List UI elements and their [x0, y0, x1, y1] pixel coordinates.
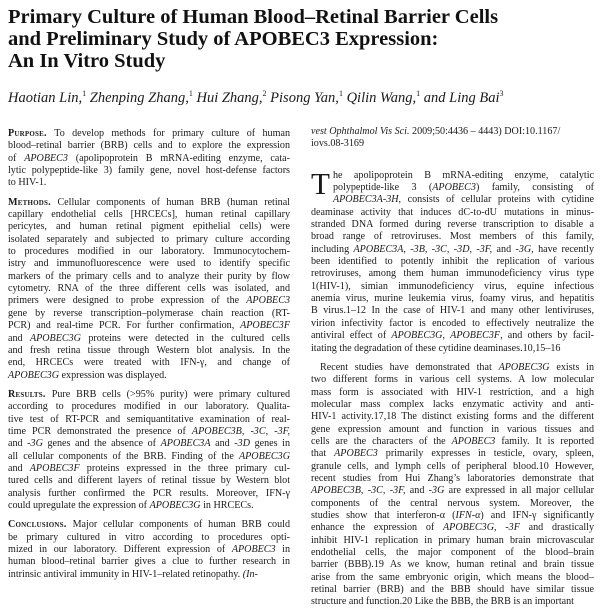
text-line: Results. Pure BRB cells (>95% purity) were primary cultured [8, 388, 290, 400]
text-line: 1(HIV-1), simian immunodeficiency virus, equine infectious [311, 280, 594, 292]
title-line: An In Vitro Study [8, 50, 166, 72]
text-line: blood–retinal barrier (BRB) cells and to explore the expression [8, 140, 290, 152]
author-list [8, 89, 598, 107]
abstract-purpose [8, 128, 290, 190]
text-line: Conclusions. Major cellular components of human BRB could [8, 519, 290, 531]
text-line: itating the degradation of these cytidine deaminases.10,15–16 [311, 342, 561, 354]
citation-line: vest Ophthalmol Vis Sci. 2009;50:4436 – 4443) DOI:10.1167/ [311, 126, 561, 137]
text-line: barrier (BBB).19 As we know, human retinal and brain tissue [311, 559, 594, 571]
text-line: APOBEC3A-3H, consists of cellular proteins with cytidine [332, 194, 594, 206]
citation-line: iovs.08-3169 [311, 138, 364, 150]
text-line: studies show that interferon-α (IFN-α) and IFN-γ significantly [311, 509, 594, 521]
section-heading: Methods. [8, 196, 58, 208]
text-line: istry and immunofluorescence were used to identify specific [8, 258, 290, 270]
text-line: Methods. Cellular components of human BRB (human retinal [8, 196, 290, 208]
text-line: deaminase activity that induces dC-to-dU mutations in minus- [311, 206, 594, 218]
section-heading: Results. [8, 388, 52, 400]
text-line: antiviral effect of APOBEC3G, APOBEC3F, and others by facil- [311, 330, 594, 342]
text-line: inhibit HIV-1 replication in primary human brain microvascular [311, 534, 594, 546]
text-line: and APOBEC3G proteins were detected in the cultured cells [8, 332, 290, 344]
affiliation-mark: 1 [416, 89, 421, 98]
text-line: arise from the same embryonic origin, which means the blood– [311, 571, 594, 583]
abstract-conclusions [8, 519, 290, 581]
text-line: B virus.1–12 In the case of HIV-1 and many other lentiviruses, [311, 305, 594, 317]
text-line: markers of the primary cells and to analyze their purity by flow [8, 270, 290, 282]
section-heading: Purpose. [8, 128, 55, 139]
author-name: Haotian Lin, [8, 90, 83, 106]
text-line: broad range of retroviruses. Most members of this family, [311, 231, 594, 243]
text-line: mass form is associated with HIV-1 restriction, and a high [311, 386, 594, 398]
text-line: tured cells and different layers of retinal tissue by Western blot [8, 475, 290, 487]
text-line: could upregulate the expression of APOBEC3G in HRCECs. [8, 499, 254, 511]
text-line: two different forms in various cell systems. A low molecular [311, 374, 594, 386]
text-line: anemia virus, murine leukemia virus, foamy virus, and hepatitis [311, 293, 594, 305]
author-name: Pisong Yan, [270, 90, 339, 106]
text-line: cytometry. RNA of the three different cells was isolated, and [8, 283, 290, 295]
affiliation-mark: 2 [262, 89, 267, 98]
author-name: and Ling Bai [423, 90, 500, 106]
text-line: polypeptide-like 3 (APOBEC3) family, consisting of [332, 182, 594, 194]
intro-paragraph-1 [311, 165, 594, 355]
text-line: to HIV-1. [8, 177, 47, 189]
affiliation-mark: 1 [82, 89, 87, 98]
author-name: Zhenping Zhang, [89, 90, 189, 106]
affiliation-mark: 3 [499, 89, 504, 98]
text-line: enhance the expression of APOBEC3G, -3F and drastically [311, 522, 594, 534]
text-line: lytic polypeptide-like 3) family gene, novel host-defense factors [8, 165, 290, 177]
text-line: all cellular components of the BRB. Finding of the APOBEC3G [8, 450, 290, 462]
affiliation-mark: 1 [338, 89, 343, 98]
text-line: tive test of RT-PCR and semiquantitative examination of real- [8, 413, 290, 425]
author-name: Hui Zhang, [196, 90, 263, 106]
text-line: Recent studies have demonstrated that APOBEC3G exists in [320, 361, 595, 373]
text-line: cells are the characters of the APOBEC3 family. It is reported [311, 435, 594, 447]
affiliation-mark: 1 [188, 89, 193, 98]
text-line: HIV-1 activity.17,18 The distinct existing forms and the different [311, 411, 594, 423]
text-line: endothelial cells, the major component of the blood–brain [311, 547, 594, 558]
text-line: of APOBEC3 (apolipoprotein B mRNA-editing enzyme, cata- [8, 152, 290, 164]
text-line: be primary cultured in vitro according to procedures opti- [8, 531, 290, 543]
text-line: mized in our laboratory. Different expression of APOBEC3 in [8, 544, 291, 555]
title-line: Primary Culture of Human Blood–Retinal Barrier Cells [8, 6, 499, 28]
text-line: PCR) and real-time PCR. For further confirmation, APOBEC3F [8, 320, 290, 332]
text-line: isolated separately and subjected to primary culture according [8, 233, 290, 245]
abstract-results [8, 389, 290, 512]
citation [311, 126, 594, 151]
text-line: APOBEC3B, -3C, -3F, and -3G are expressed in all major cellular [311, 485, 595, 497]
text-line: human blood–retinal barrier gives a clue to further research in [8, 556, 290, 568]
text-line: stranded DNA formed during reverse transcription to disable a [311, 219, 594, 231]
text-line: including APOBEC3A, -3B, -3C, -3D, -3F, and -3G, have recently [311, 243, 594, 255]
text-line: capillary endothelial cells [HRCECs], human retinal capillary [8, 209, 290, 221]
title-line: and Preliminary Study of APOBEC3 Expression: [8, 28, 439, 50]
text-line: analysis further confirmed the PCR results. Moreover, IFN-γ [8, 487, 290, 499]
abstract-column [8, 128, 290, 588]
text-line: APOBEC3G expression was displayed. [8, 369, 167, 381]
text-line: primers were designed to probe expression of the APOBEC3 [8, 295, 290, 307]
text-line: time PCR demonstrated the presence of APOBEC3B, -3C, -3F, [8, 425, 290, 437]
text-line: pericytes, and human retinal pigment epithelial cells) were [8, 221, 290, 233]
text-line: structure and function.20 Like the BBB, the BRB is an important [311, 596, 574, 608]
article-title [8, 6, 588, 72]
text-line: molecular mass complex lacks enzymatic activity and anti- [311, 398, 594, 410]
intro-para1-lines [311, 165, 594, 355]
author-name: Qilin Wang, [346, 90, 417, 106]
text-line: components of the central nervous system. Moreover, the [311, 497, 594, 509]
text-line: that APOBEC3 primarily expresses in testicle, ovary, spleen, [311, 448, 594, 460]
text-line: granule cells, and lymph cells of peripheral blood.10 However, [311, 460, 594, 472]
text-line: virion infectivity factor is encoded to effectively neutralize the [311, 317, 594, 329]
intro-paragraph-2 [311, 362, 594, 609]
text-line: and fresh retina tissue through Western blot analysis. In the [8, 344, 290, 356]
text-line: and APOBEC3F proteins expressed in the three primary cul- [8, 462, 290, 474]
body-column [311, 128, 594, 616]
text-line: end, HRCECs were treated with IFN-γ, and change of [8, 357, 290, 369]
text-line: gene expression amount and function in various tissues and [311, 423, 594, 435]
text-line: gene by reverse transcription–polymerase chain reaction (RT- [8, 307, 290, 319]
text-line: retroviruses, among them human immunodeficiency virus type [311, 268, 594, 280]
text-line: according to procedures modified in our laboratory. Qualita- [8, 401, 290, 413]
abstract-methods [8, 197, 290, 382]
text-line: Purpose. To develop methods for primary culture of human [8, 128, 290, 139]
text-line: he apolipoprotein B mRNA-editing enzyme, catalytic [332, 169, 594, 181]
section-heading: Conclusions. [8, 519, 73, 531]
text-line: and -3G genes and the absence of APOBEC3A and -3D genes in [8, 438, 290, 450]
text-line: retinal barrier (BRB) and the BBB should have similar tissue [311, 584, 594, 596]
text-line: recent studies from Hui Zhang’s laboratories demonstrate that [311, 472, 594, 484]
text-line: been identified to potently inhibit the replication of various [311, 256, 594, 268]
drop-cap: T [311, 165, 330, 201]
text-line: to procedures modified in our laboratory. Immunocytochem- [8, 246, 290, 258]
text-line: intrinsic antiviral immunity in HIV-1–related retinopathy. (In- [8, 568, 258, 580]
